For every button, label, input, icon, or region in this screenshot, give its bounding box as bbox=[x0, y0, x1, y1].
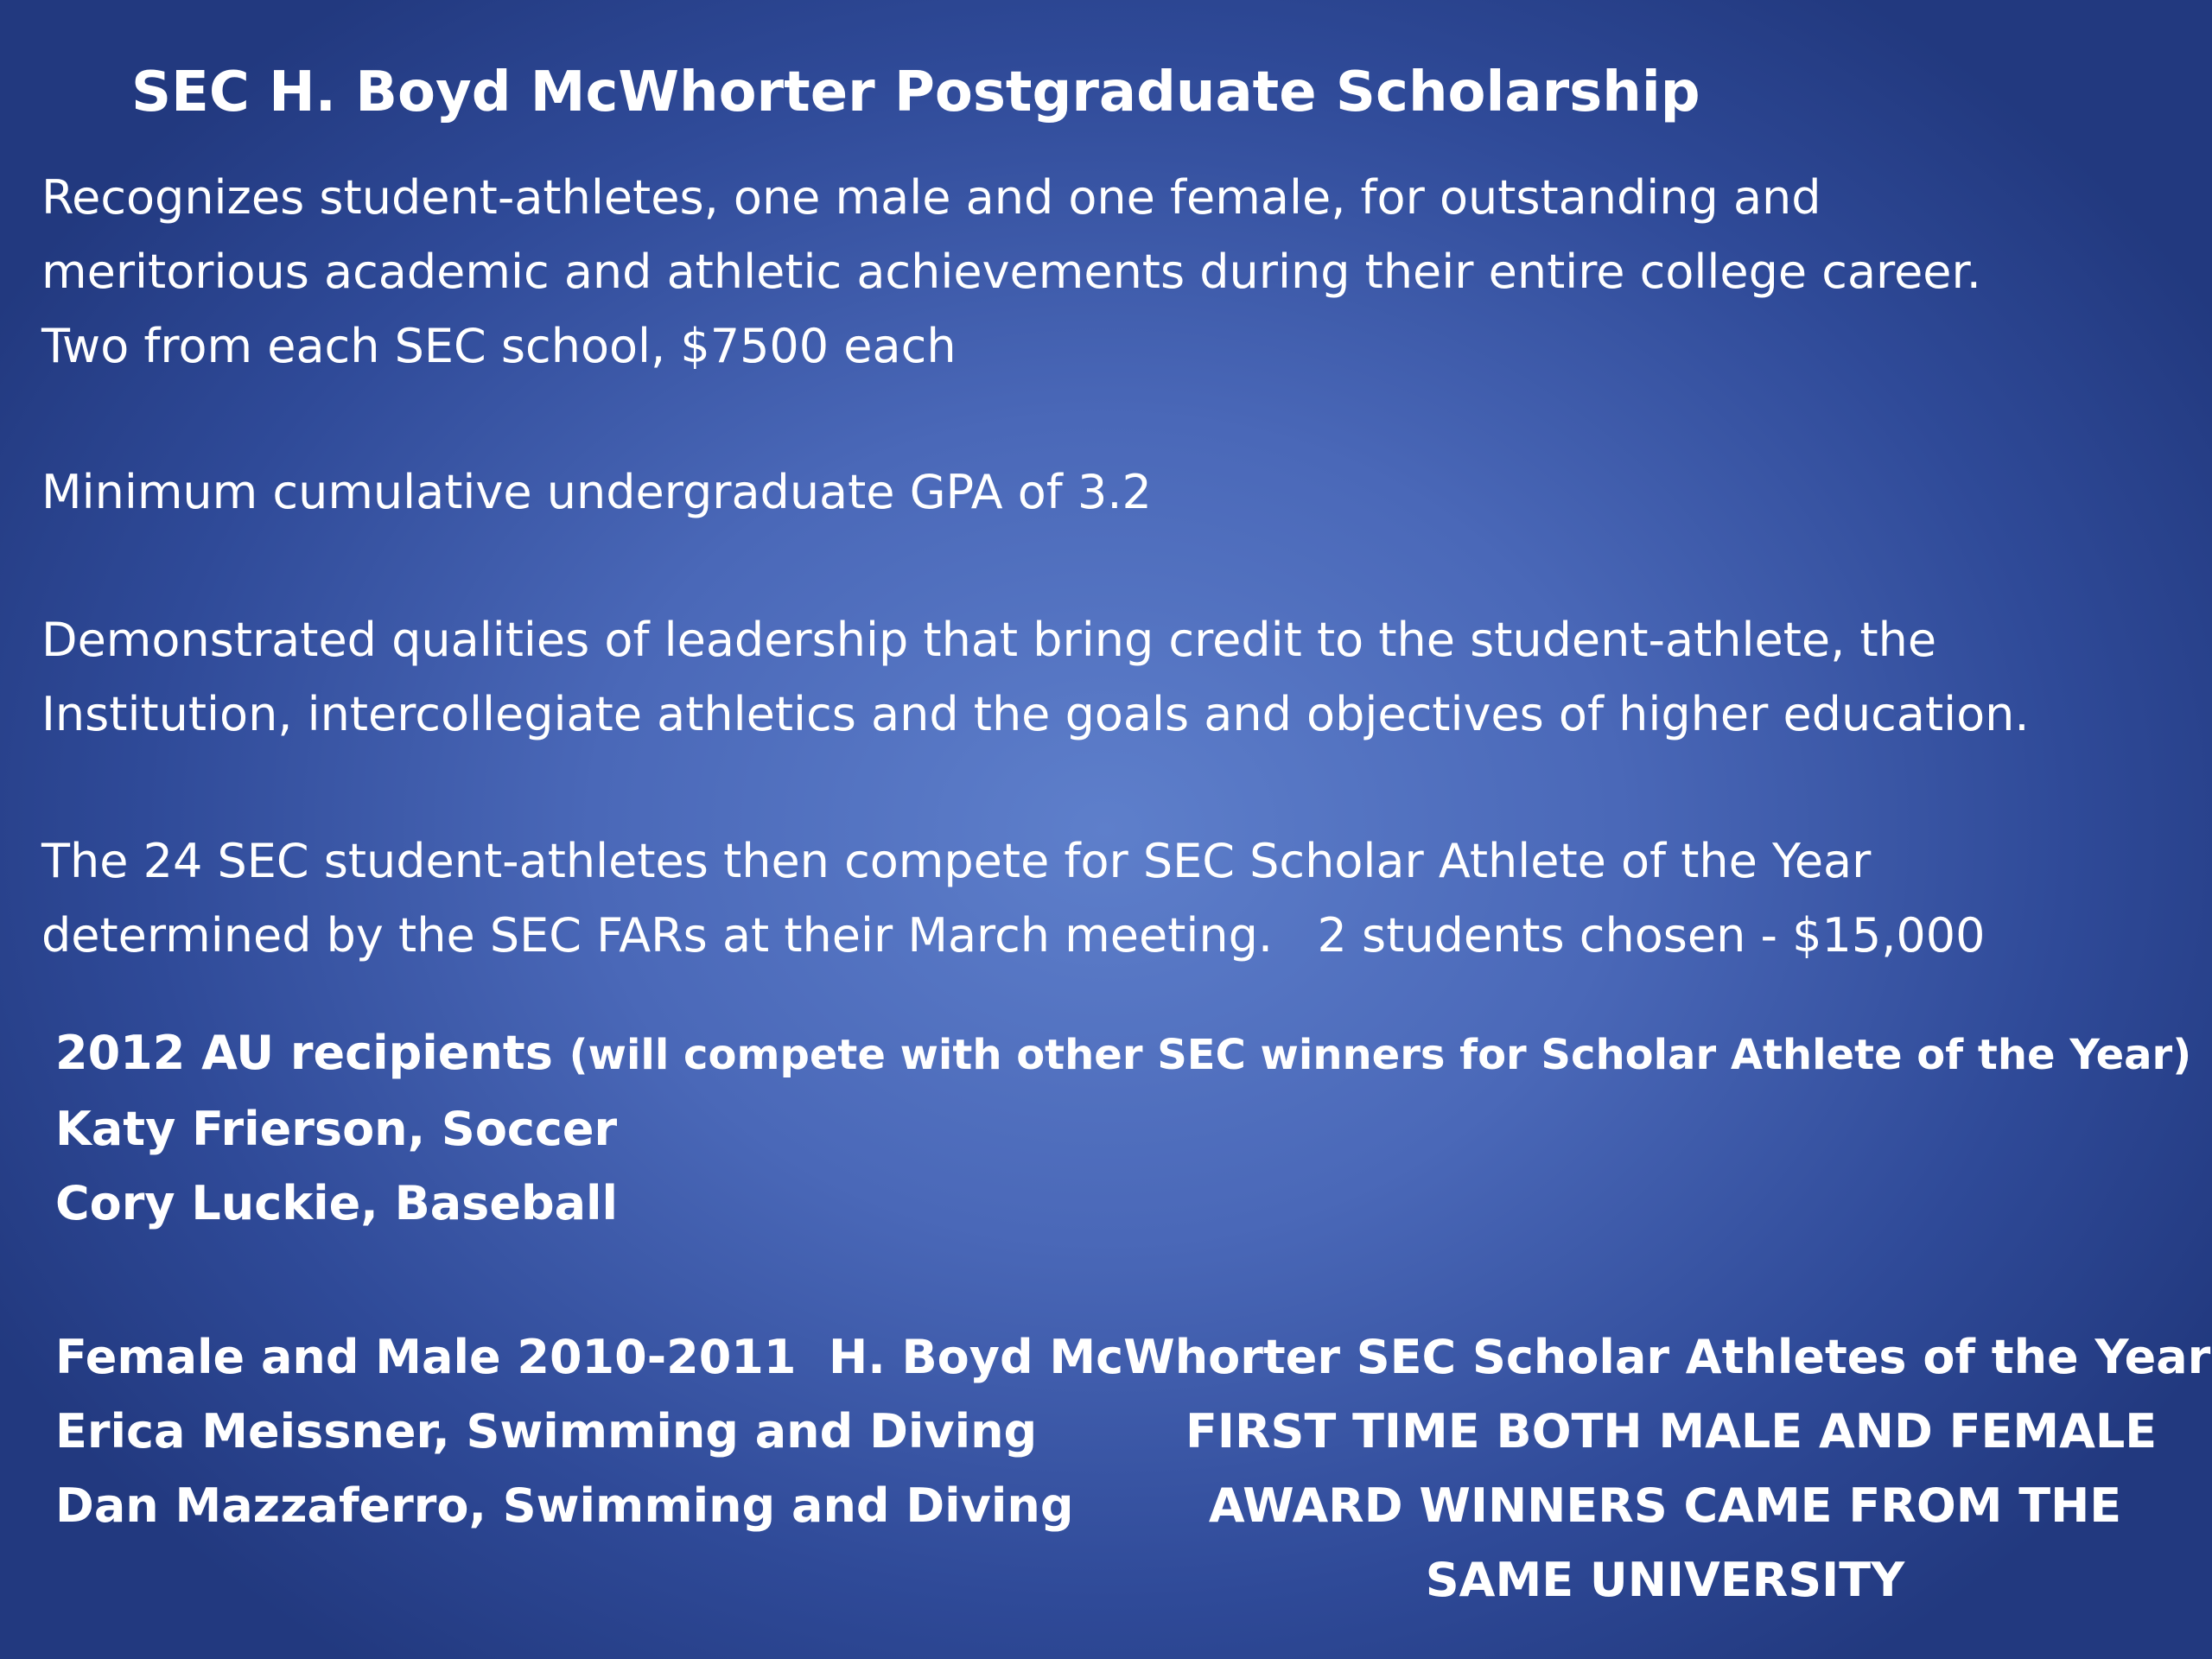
first-time-line: SAME UNIVERSITY bbox=[1425, 1553, 1905, 1607]
description-line: meritorious academic and athletic achievements during their entire college career. bbox=[41, 245, 1981, 299]
winner-name: Dan Mazzaferro, Swimming and Diving bbox=[55, 1478, 1074, 1533]
competition-line: determined by the SEC FARs at their March meeting. 2 students chosen - $15,000 bbox=[41, 908, 1986, 963]
competition-line: The 24 SEC student-athletes then compete for SEC Scholar Athlete of the Year bbox=[41, 834, 1872, 888]
leadership-line: Institution, intercollegiate athletics and the goals and objectives of higher education. bbox=[41, 687, 2030, 741]
competition-paragraph bbox=[41, 824, 1985, 973]
recipients-heading: 2012 AU recipients bbox=[55, 1026, 553, 1080]
recipient-name: Katy Frierson, Soccer bbox=[55, 1102, 618, 1156]
slide-title: SEC H. Boyd McWhorter Postgraduate Scholarship bbox=[131, 60, 1700, 124]
gpa-line: Minimum cumulative undergraduate GPA of 3.2 bbox=[41, 465, 1152, 519]
gpa-requirement bbox=[41, 455, 1152, 530]
description-line: Recognizes student-athletes, one male and one female, for outstanding and bbox=[41, 170, 1821, 225]
winner-name: Erica Meissner, Swimming and Diving bbox=[55, 1404, 1038, 1459]
leadership-paragraph bbox=[41, 603, 2030, 752]
description-line: Two from each SEC school, $7500 each bbox=[41, 319, 957, 373]
recipients-section bbox=[55, 1016, 2191, 1241]
leadership-line: Demonstrated qualities of leadership that bring credit to the student-athlete, the bbox=[41, 613, 1937, 667]
first-time-note bbox=[1185, 1395, 2158, 1618]
recipients-heading-line bbox=[55, 1016, 2191, 1092]
winners-heading: Female and Male 2010-2011 H. Boyd McWhorter SEC Scholar Athletes of the Year bbox=[55, 1330, 2211, 1384]
recipients-note: (will compete with other SEC winners for Scholar Athlete of the Year) bbox=[569, 1031, 2192, 1079]
first-time-line: FIRST TIME BOTH MALE AND FEMALE bbox=[1185, 1404, 2158, 1459]
description-paragraph bbox=[41, 161, 1981, 384]
recipient-name: Cory Luckie, Baseball bbox=[55, 1176, 619, 1230]
first-time-line: AWARD WINNERS CAME FROM THE bbox=[1208, 1478, 2122, 1533]
